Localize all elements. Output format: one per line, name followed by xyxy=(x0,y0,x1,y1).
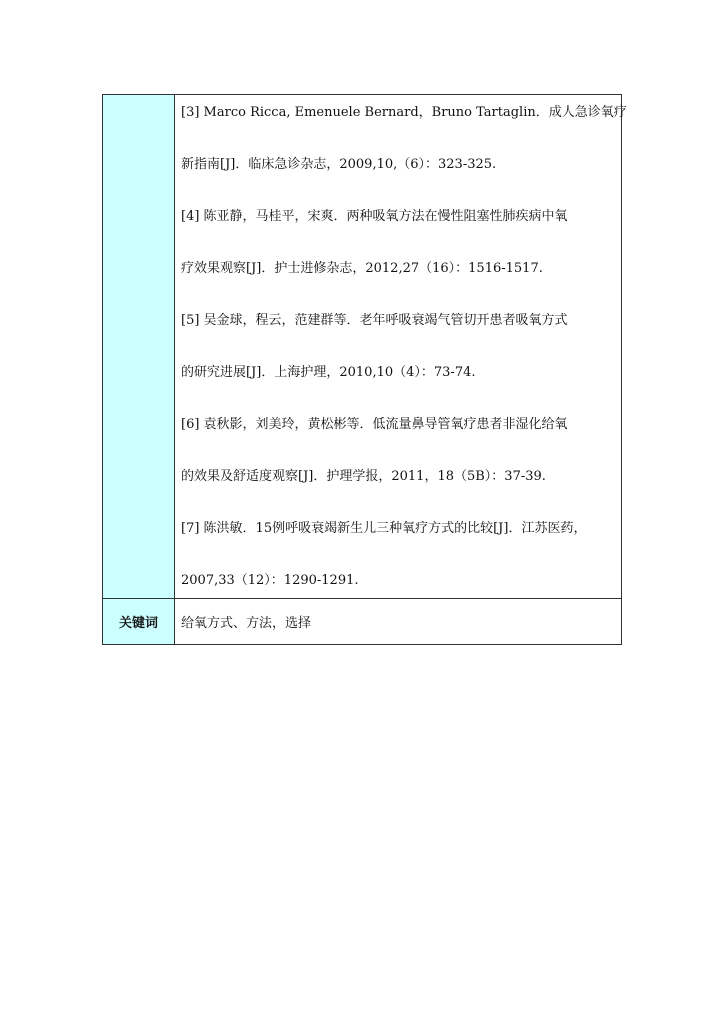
reference-4-line-2: 疗效果观察[J]．护士进修杂志，2012,27（16）：1516-1517. xyxy=(181,261,543,276)
keywords-label: 关键词 xyxy=(103,599,175,644)
reference-3-line-1: [3] Marco Ricca, Emenuele Bernard，Bruno Tartaglin．成人急诊氧疗 xyxy=(181,105,627,120)
reference-5-line-1: [5] 吴金球，程云，范建群等．老年呼吸衰竭气管切开患者吸氧方式 xyxy=(181,313,568,328)
reference-4-line-1: [4] 陈亚静，马桂平，宋爽．两种吸氧方法在慢性阻塞性肺疾病中氧 xyxy=(181,209,568,224)
references-table xyxy=(102,94,627,645)
keywords-value: 给氧方式、方法，选择 xyxy=(181,616,312,631)
reference-6-line-1: [6] 袁秋影，刘美玲，黄松彬等．低流量鼻导管氧疗患者非湿化给氧 xyxy=(181,417,568,432)
reference-7-line-2: 2007,33（12）：1290-1291. xyxy=(181,573,359,588)
keywords-row xyxy=(103,598,621,644)
references-row xyxy=(103,95,627,598)
reference-5-line-2: 的研究进展[J]．上海护理，2010,10（4）：73-74. xyxy=(181,365,476,380)
reference-7-line-1: [7] 陈洪敏．15例呼吸衰竭新生儿三种氧疗方式的比较[J]．江苏医药， xyxy=(181,521,587,536)
references-content xyxy=(175,95,633,598)
reference-3-line-2: 新指南[J]．临床急诊杂志，2009,10,（6）：323-325. xyxy=(181,157,497,172)
references-label-cell xyxy=(103,95,175,598)
reference-6-line-2: 的效果及舒适度观察[J]．护理学报，2011，18（5B）：37-39. xyxy=(181,469,546,484)
